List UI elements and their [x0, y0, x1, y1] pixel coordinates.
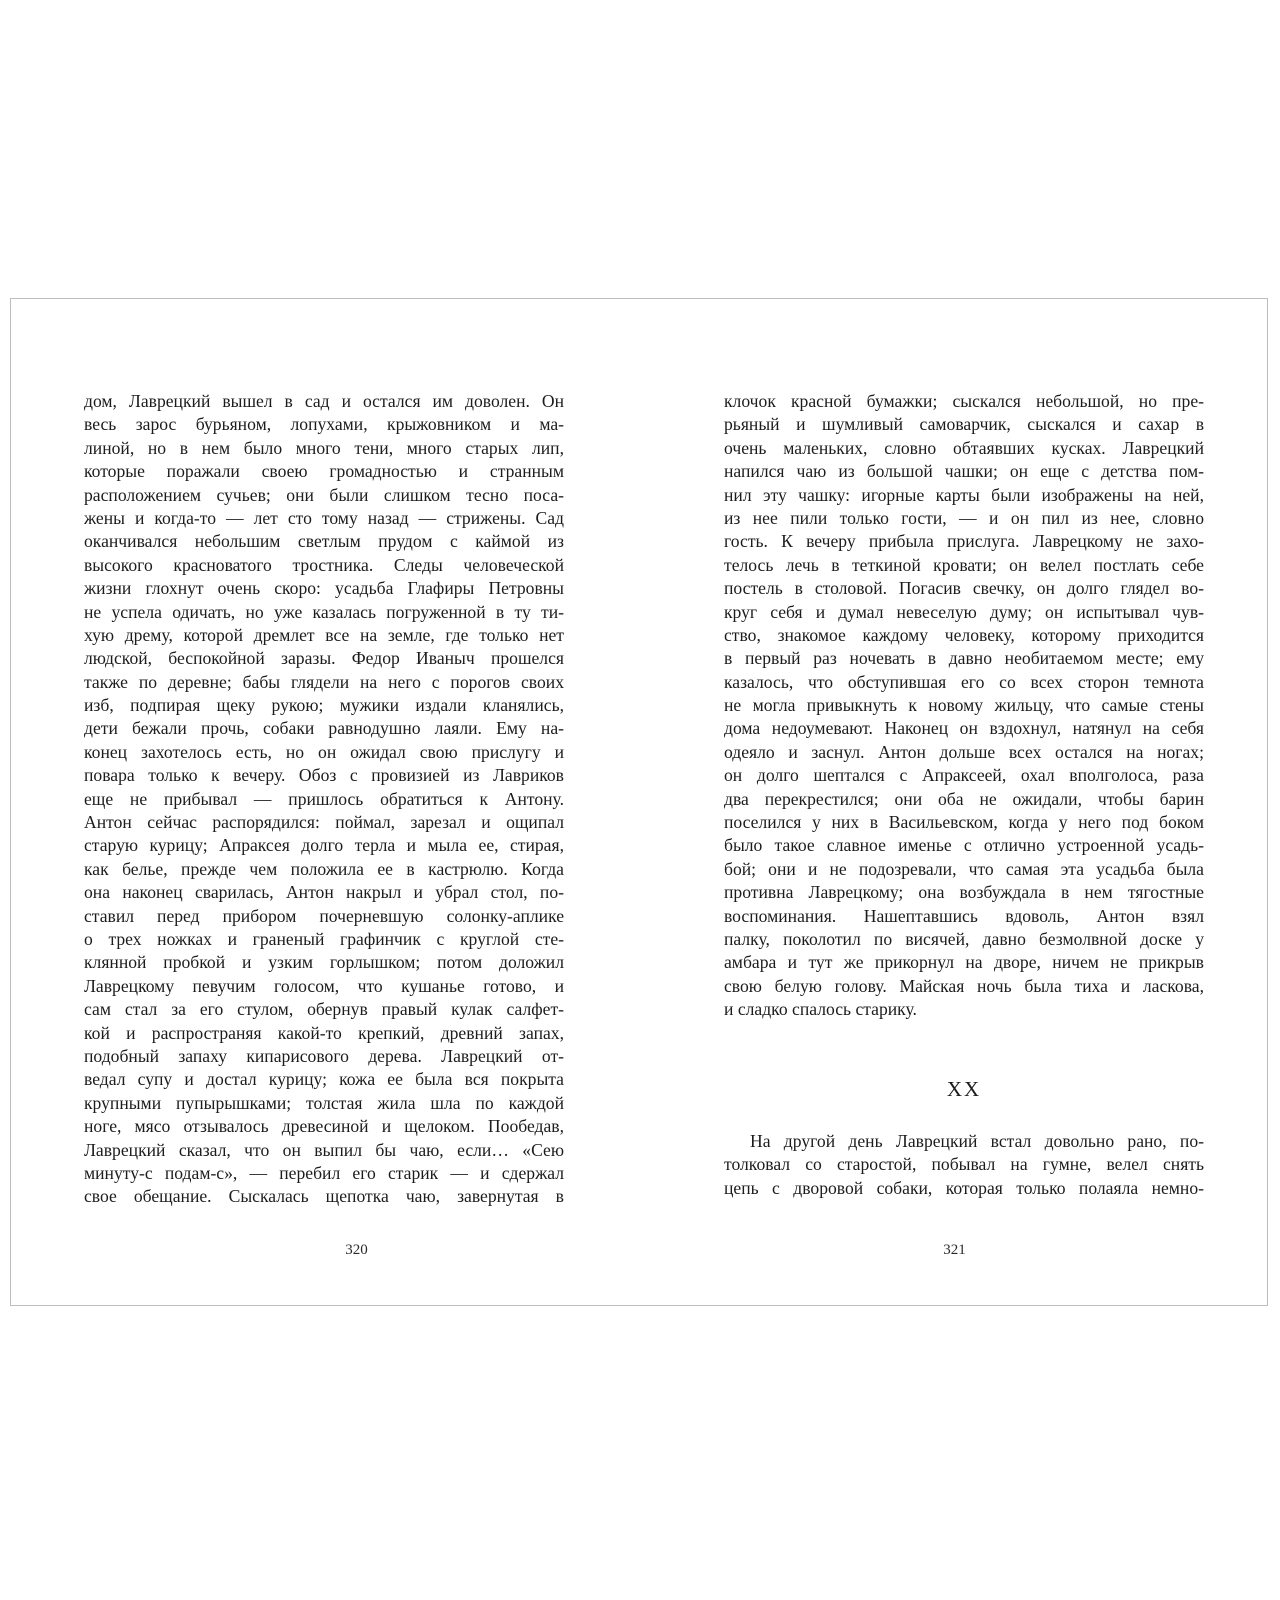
text-line: не успела одичать, но уже казалась погруженной в ту ти-: [84, 601, 564, 622]
chapter-heading: XX: [946, 1077, 982, 1101]
text-line: весь зарос бурьяном, лопухами, крыжовником и ма-: [84, 414, 564, 435]
text-line: дом, Лаврецкий вышел в сад и остался им доволен. Он: [84, 391, 564, 411]
text-line: о трех ножках и граненый графинчик с круглой сте-: [84, 928, 564, 949]
text-line: изб, подпирая щеку рукою; мужики издали кланялись,: [84, 695, 564, 716]
text-line: ставил перед прибором почерневшую солонку-аплике: [84, 905, 564, 926]
text-line: он долго шептался с Апраксеей, охал вполголоса, раза: [724, 765, 1204, 786]
text-line: круг себя и думал невеселую думу; он испытывал чув-: [724, 601, 1204, 622]
text-line: нил эту чашку: игорные карты были изображены на ней,: [724, 484, 1204, 505]
text-line: амбара и тут же прикорнул на дворе, ничем не прикрыв: [724, 952, 1204, 973]
text-line: и сладко спалось старику.: [724, 999, 917, 1020]
text-line: свое обещание. Сыскалась щепотка чаю, завернутая в: [84, 1186, 564, 1207]
text-line: крупными пупырышками; толстая жила шла по каждой: [84, 1092, 564, 1113]
text-line: палку, поколотил по висячей, давно безмолвной доске у: [724, 928, 1204, 949]
text-line: На другой день Лаврецкий встал довольно рано, по-: [750, 1131, 1204, 1151]
text-line: старую курицу; Апраксея долго терла и мыла ее, стирая,: [84, 835, 564, 856]
text-line: повара только к вечеру. Обоз с провизией из Лавриков: [84, 765, 564, 786]
page-number: 320: [345, 1242, 368, 1258]
text-line: также по деревне; бабы глядели на него с порогов своих: [84, 671, 564, 692]
right-page: [640, 299, 1269, 1305]
text-line: гость. К вечеру прибыла прислуга. Лаврецкому не захо-: [724, 531, 1204, 552]
text-line: Антон сейчас распорядился: поймал, зарезал и ощипал: [84, 812, 564, 833]
text-line: хую дрему, которой дремлет все на земле, где только нет: [84, 624, 564, 645]
text-line: в первый раз ночевать в давно необитаемом месте; ему: [724, 648, 1204, 669]
text-line: Лаврецкий сказал, что он выпил бы чаю, если… «Сею: [84, 1139, 564, 1160]
text-line: было такое славное именье с отлично устроенной усадь-: [724, 835, 1204, 856]
text-line: телось лечь в теткиной кровати; он велел постлать себе: [724, 554, 1204, 575]
text-line: рьяный и шумливый самоварчик, сыскался и сахар в: [724, 414, 1204, 435]
text-line: свою белую голову. Майская ночь была тиха и ласкова,: [724, 975, 1204, 996]
text-line: высокого красноватого тростника. Следы человеческой: [84, 554, 564, 575]
right-page-text: [724, 390, 1204, 1022]
text-line: постель в столовой. Погасив свечку, он долго глядел во-: [724, 578, 1204, 599]
text-line: очень маленьких, словно обтаявших кусках. Лаврецкий: [724, 437, 1204, 458]
text-line: не могла привыкнуть к новому жильцу, что самые стены: [724, 695, 1204, 716]
text-line: ведал супу и достал курицу; кожа ее была вся покрыта: [84, 1069, 564, 1090]
text-line: как белье, прежде чем положила ее в кастрюлю. Когда: [84, 858, 564, 879]
text-line: которые поражали своею громадностью и странным: [84, 461, 564, 482]
text-line: поселился у них в Васильевском, когда у него под боком: [724, 812, 1204, 833]
text-line: линой, но в нем было много тени, много старых лип,: [84, 437, 564, 458]
text-line: противна Лаврецкому; она возбуждала в нем тягостные: [724, 882, 1204, 903]
text-line: подобный запаху кипарисового дерева. Лаврецкий от-: [84, 1045, 564, 1066]
text-line: расположением сучьев; они были слишком тесно поса-: [84, 484, 564, 505]
left-page-text: [84, 390, 564, 1209]
text-line: Лаврецкому певучим голосом, что кушанье готово, и: [84, 975, 564, 996]
text-line: воспоминания. Нашептавшись вдоволь, Антон взял: [724, 905, 1204, 926]
text-line: еще не прибывал — пришлось обратиться к Антону.: [84, 788, 564, 809]
chapter-text: [724, 1130, 1204, 1200]
left-page: [11, 299, 640, 1305]
text-line: одеяло и заснул. Антон дольше всех остался на ногах;: [724, 741, 1204, 762]
text-line: оканчивался небольшим светлым прудом с каймой из: [84, 531, 564, 552]
text-line: сам стал за его стулом, обернув правый кулак салфет-: [84, 999, 564, 1020]
text-line: жены и когда-то — лет сто тому назад — стрижены. Сад: [84, 507, 564, 528]
text-line: конец захотелось есть, но он ожидал свою прислугу и: [84, 741, 564, 762]
text-line: толковал со старостой, побывал на гумне, велел снять: [724, 1154, 1204, 1175]
text-line: минуту-с подам-с», — перебил его старик — и сдержал: [84, 1162, 564, 1183]
text-line: бой; они и не подозревали, что самая эта усадьба была: [724, 858, 1204, 879]
text-line: напился чаю из большой чашки; он еще с детства пом-: [724, 461, 1204, 482]
text-line: дома недоумевают. Наконец он вздохнул, натянул на себя: [724, 718, 1204, 739]
text-line: кой и распространяя какой-то крепкий, древний запах,: [84, 1022, 564, 1043]
text-line: ство, знакомое каждому человеку, которому приходится: [724, 624, 1204, 645]
text-line: она наконец сварилась, Антон накрыл и убрал стол, по-: [84, 882, 564, 903]
text-line: цепь с дворовой собаки, которая только полаяла немно-: [724, 1177, 1204, 1198]
text-line: жизни глохнут очень скоро: усадьба Глафиры Петровны: [84, 578, 564, 599]
text-line: дети бежали прочь, собаки равнодушно лаяли. Ему на-: [84, 718, 564, 739]
book-spread: [10, 298, 1268, 1306]
text-line: казалось, что обступившая его со всех сторон темнота: [724, 671, 1204, 692]
text-line: клянной пробкой и узким горлышком; потом доложил: [84, 952, 564, 973]
page-number: 321: [943, 1242, 966, 1258]
text-line: клочок красной бумажки; сыскался небольшой, но пре-: [724, 391, 1204, 411]
text-line: людской, беспокойной заразы. Федор Иваныч прошелся: [84, 648, 564, 669]
text-line: из нее пили только гости, — и он пил из нее, словно: [724, 507, 1204, 528]
text-line: два перекрестился; они оба не ожидали, чтобы барин: [724, 788, 1204, 809]
text-line: ноге, мясо отзывалось древесиной и щелоком. Пообедав,: [84, 1116, 564, 1137]
